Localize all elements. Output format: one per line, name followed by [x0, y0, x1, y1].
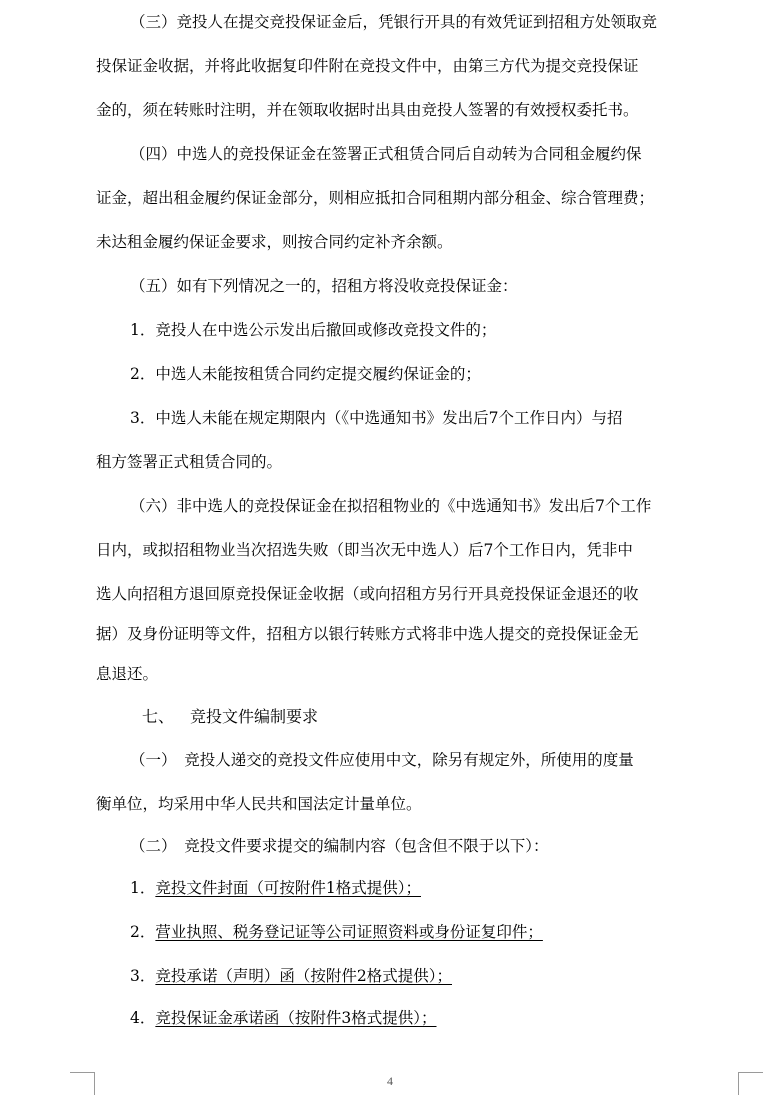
list-item-number: 1．	[130, 879, 156, 897]
paragraph-line: 1．竞投人在中选公示发出后撤回或修改竞投文件的；	[130, 321, 497, 339]
page-number: 4	[387, 1074, 393, 1088]
section-title: 竞投文件编制要求	[190, 707, 319, 726]
section-number: 七、	[142, 707, 175, 726]
paragraph-line: 选人向招租方退回原竞投保证金收据（或向招租方另行开具竞投保证金退还的收	[96, 585, 639, 603]
paragraph-line: 2．中选人未能按租赁合同约定提交履约保证金的；	[130, 365, 481, 383]
list-item-number: 3．	[130, 967, 156, 985]
section-heading	[142, 707, 318, 727]
paragraph-line: （四）中选人的竞投保证金在签署正式租赁合同后自动转为合同租金履约保	[130, 145, 642, 163]
list-item-number: 2．	[130, 923, 156, 941]
paragraph-line: 息退还。	[96, 665, 159, 683]
list-item	[130, 878, 421, 898]
list-item-text: 竞投文件封面（可按附件1格式提供）；	[155, 879, 421, 897]
list-item	[130, 1008, 437, 1028]
paragraph-line: 日内，或拟招租物业当次招选失败（即当次无中选人）后7个工作日内，凭非中	[96, 541, 633, 559]
paragraph-line: 3．中选人未能在规定期限内（《中选通知书》发出后7个工作日内）与招	[130, 409, 623, 427]
paragraph-line: 证金，超出租金履约保证金部分，则相应抵扣合同租期内部分租金、综合管理费；	[96, 189, 655, 207]
list-item-number: 4．	[130, 1009, 156, 1027]
paragraph-line: （六）非中选人的竞投保证金在拟招租物业的《中选通知书》发出后7个工作	[130, 497, 652, 515]
paragraph-line: 投保证金收据，并将此收据复印件附在竞投文件中，由第三方代为提交竞投保证	[96, 57, 639, 75]
paragraph-line: （二） 竞投文件要求提交的编制内容（包含但不限于以下）：	[130, 837, 549, 855]
paragraph-line: （五）如有下列情况之一的，招租方将没收竞投保证金：	[130, 277, 518, 295]
paragraph-line: 未达租金履约保证金要求，则按合同约定补齐余额。	[96, 233, 453, 251]
list-item-text: 营业执照、税务登记证等公司证照资料或身份证复印件；	[155, 923, 543, 941]
paragraph-line: 租方签署正式租赁合同的。	[96, 453, 283, 471]
paragraph-line: （一） 竞投人递交的竞投文件应使用中文，除另有规定外，所使用的度量	[130, 751, 634, 769]
list-item	[130, 922, 543, 942]
paragraph-line: 衡单位，均采用中华人民共和国法定计量单位。	[96, 795, 422, 813]
list-item	[130, 966, 452, 986]
paragraph-line: （三）竞投人在提交竞投保证金后，凭银行开具的有效凭证到招租方处领取竞	[130, 13, 658, 31]
paragraph-line: 金的，须在转账时注明，并在领取收据时出具由竞投人签署的有效授权委托书。	[96, 101, 639, 119]
paragraph-line: 据）及身份证明等文件，招租方以银行转账方式将非中选人提交的竞投保证金无	[96, 625, 639, 643]
list-item-text: 竞投保证金承诺函（按附件3格式提供）；	[155, 1009, 437, 1027]
list-item-text: 竞投承诺（声明）函（按附件2格式提供）；	[155, 967, 452, 985]
